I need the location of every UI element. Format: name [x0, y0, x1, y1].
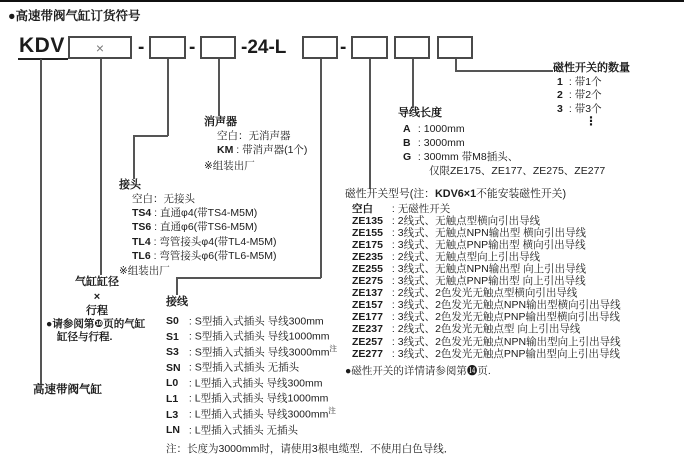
fitting-item: TS4 : 直通φ4(带TS4-M5M) — [132, 206, 258, 219]
lead-length-item-continuation: 仅限ZE175、ZE177、ZE275、ZE277 — [429, 164, 606, 177]
fitting-item: TS6 : 直通φ6(带TS6-M5M) — [132, 221, 258, 234]
switch-model-note: ●磁性开关的详情请参阅第⓮页. — [345, 364, 491, 377]
wiring-item: L1 : L型插入式插头 导线1000mm — [166, 392, 329, 405]
wiring-item: SN : S型插入式插头 无插头 — [166, 361, 300, 374]
bore-times: × — [93, 290, 101, 303]
lead-length-item: A : 1000mm — [403, 122, 465, 135]
connector-line-switch-model — [369, 59, 371, 189]
page-top-rule — [0, 0, 684, 2]
muffler-section — [204, 116, 307, 172]
switch-model-item: ZE257 : 3线式、2色发光无触点NPN输出型向上引出导线 — [352, 335, 621, 348]
wiring-item: L0 : L型插入式插头 导线300mm — [166, 377, 323, 390]
fitting-item: TL6 : 弯管接头φ6(带TL6-M5M) — [132, 250, 277, 263]
switch-qty-item: 2 : 带2个 — [557, 89, 602, 101]
fitting-item: 空白：无接头 — [132, 192, 195, 205]
fitting-item: TL4 : 弯管接头φ4(带TL4-M5M) — [132, 235, 277, 248]
bore-note: ●请参阅第❿页的气缸 缸径与行程. — [46, 318, 146, 343]
muffler-note: ※组装出厂 — [204, 159, 255, 172]
code-box-switch-qty — [437, 36, 473, 59]
code-dash-3: - — [340, 37, 347, 58]
fitting-note: ※组装出厂 — [119, 264, 170, 277]
lead-length-section — [398, 107, 605, 178]
connector-line-wiring-v1 — [320, 59, 322, 278]
switch-model-item: ZE275 : 3线式、无触点PNP输出型 向上引出导线 — [352, 275, 586, 288]
connector-line-muffler — [218, 59, 220, 116]
muffler-item: 空白：无消声器 — [217, 129, 291, 142]
lead-length-item: G : 300mm 带M8插头、 — [403, 150, 519, 163]
wiring-title: 接线 — [166, 296, 188, 308]
product-label: 高速带阀气缸 — [33, 384, 102, 396]
connector-line-fitting-v1 — [167, 59, 169, 136]
wiring-item: LN : L型插入式插头 无插头 — [166, 424, 299, 437]
muffler-item: KM : 带消声器(1个) — [217, 144, 308, 156]
lead-length-title: 导线长度 — [398, 107, 442, 119]
bore-stroke-label — [57, 275, 137, 319]
switch-model-title: 磁性开关型号(注：KDV6×1不能安装磁性开关) — [345, 188, 567, 200]
wiring-item: S1 : S型插入式插头 导线1000mm — [166, 330, 330, 343]
wiring-note: 注：长度为3000mm时，请使用3根电缆型．不使用白色导线． — [166, 443, 455, 456]
wiring-section — [166, 296, 454, 456]
switch-model-item: ZE277 : 3线式、2色发光无触点PNP输出型向上引出导线 — [352, 347, 621, 360]
page-title: ●高速带阀气缸订货符号 — [8, 9, 141, 23]
switch-model-item: ZE175 : 3线式、无触点PNP输出型 横向引出导线 — [352, 238, 586, 251]
code-box-lead-length — [394, 36, 430, 59]
code-prefix: KDV — [18, 33, 68, 60]
connector-line-bore — [100, 59, 102, 275]
bore-placeholder-mark: × — [95, 39, 105, 56]
switch-model-item: ZE235 : 2线式、无触点型向上引出导线 — [352, 250, 541, 263]
code-dash-1: - — [138, 37, 145, 58]
code-box-switch-model — [351, 36, 388, 59]
lead-length-item: B : 3000mm — [403, 136, 465, 149]
connector-line-wiring-v2 — [176, 277, 178, 295]
switch-model-item: ZE255 : 3线式、无触点NPN输出型 向上引出导线 — [352, 262, 587, 275]
connector-line-fitting-v2 — [133, 135, 135, 179]
wiring-item: L3 : L型插入式插头 导线$3000mm^注$ — [166, 406, 336, 421]
connector-line-product — [40, 59, 42, 385]
switch-model-item: ZE137 : 2线式、2色发光无触点型横向引出导线 — [352, 287, 578, 300]
code-fixed-suffix: -24-L — [241, 37, 287, 58]
switch-model-item: ZE237 : 2线式、2色发光无触点型 向上引出导线 — [352, 323, 581, 336]
muffler-title: 消声器 — [204, 116, 237, 128]
switch-model-item: ZE157 : 3线式、2色发光无触点NPN输出型横向引出导线 — [352, 299, 621, 312]
wiring-item: S0 : S型插入式插头 导线300mm — [166, 315, 324, 327]
connector-line-switch-qty-h — [455, 70, 553, 72]
switch-qty-item: 1 : 带1个 — [557, 75, 602, 88]
switch-qty-item: 3 : 带3个 — [557, 102, 602, 115]
switch-model-item: ZE135 : 2线式、无触点型横向引出导线 — [352, 214, 541, 227]
code-box-bore-stroke — [68, 36, 132, 59]
code-box-wiring — [302, 36, 338, 59]
bore-title: 气缸缸径 — [75, 276, 119, 288]
fitting-title: 接头 — [119, 179, 141, 191]
switch-model-item: 空白 : 无磁性开关 — [352, 202, 451, 215]
switch-qty-title: 磁性开关的数量 — [553, 62, 630, 74]
connector-line-fitting-h — [133, 135, 168, 137]
switch-model-item: ZE177 : 3线式、2色发光无触点PNP输出型横向引出导线 — [352, 311, 621, 324]
fitting-section — [119, 179, 277, 277]
connector-line-lead-length — [412, 59, 414, 108]
ellipsis-vertical: ⋮ — [585, 114, 597, 128]
code-box-muffler — [200, 36, 236, 59]
connector-line-wiring-h — [176, 277, 321, 279]
switch-model-item: ZE155 : 3线式、无触点NPN输出型 横向引出导线 — [352, 226, 587, 239]
stroke-title: 行程 — [86, 305, 108, 317]
wiring-item: S3 : S型插入式插头 导线$3000mm^注$ — [166, 343, 338, 359]
code-box-fitting — [149, 36, 186, 59]
code-dash-2: - — [189, 37, 196, 58]
